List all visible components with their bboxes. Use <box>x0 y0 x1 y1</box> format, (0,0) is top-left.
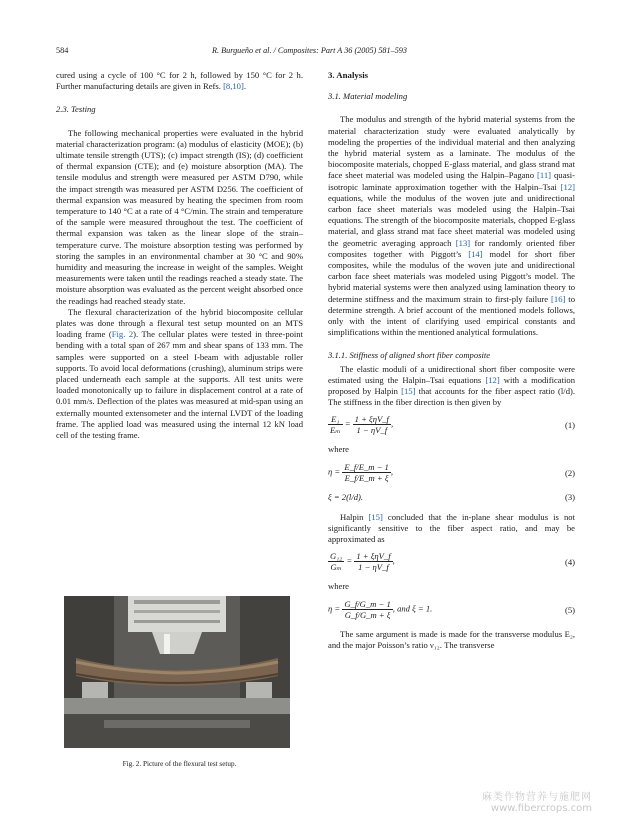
ref-12-link-2[interactable]: [12] <box>485 374 500 385</box>
watermark-line-2: www.fibercrops.com <box>490 803 592 814</box>
watermark-line-1: 麻类作物营养与施肥网 <box>482 792 592 803</box>
paragraph-testing: The following mechanical properties were evaluated in the hybrid material characterization program: (a) modulus of elasticity (MOE); (b) ultimate tensile strength (UTS); (c) impact strength (IS); (d) coefficient of thermal expansion (CTE); and (e) moisture absorption (MA). The tensile modulus and strength were measured per ASTM D790, while the impact strength was measured per ASTM D256. The coefficient of thermal expansion was measured by heating the specimen from room temperature to 140 °C at a rate of 4 °C/min. The strain and temperature of the sample were measured throughout the test. The coefficient of thermal expansion was taken as the linear slope of the strain–temperature curve. The moisture absorption testing was performed by storing the samples in an environmental chamber at 30 °C and 90% humidity and measuring the increase in weight of the samples. Weight measurements were taken until the readings reached a steady state. The moisture absorption was evaluated as the percent weight absorbed once the readings had reached steady state. <box>56 127 303 306</box>
equation-5: η = $\frac{G\_f/G\_m - 1}{G\_f/G\_m + \xi}$ , and ξ = 1. (5) <box>328 598 575 620</box>
ref-16-link[interactable]: [16] <box>551 293 566 304</box>
section-2-3-heading: 2.3. Testing <box>56 104 96 115</box>
ref-15-link[interactable]: [15] <box>401 386 416 397</box>
equation-1-number: (1) <box>564 420 575 431</box>
paragraph-flexural: The flexural characterization of the hybrid biocomposite cellular plates was done through a flexural test setup mounted on an MTS loading frame (Fig. 2). The cellular plates were tested in three-point bending with a total span of 267 mm and shear spans of 133 mm. The samples were supported on a steel I-beam with adjustable roller supports. To avoid local deformations (crushing), aluminum strips were placed underneath each sample at the supports. All test units were loaded monotonically up to failure in displacement control at a rate of 0.01 mm/s. Deflection of the plates was measured at mid-span using an externally mounted extensometer and the internal LVDT of the loading frame. The applied load was measured using the internal 12 kN load cell of the testing frame. <box>56 306 303 441</box>
left-column <box>56 70 303 441</box>
right-column <box>328 70 575 651</box>
section-3-heading: 3. Analysis <box>328 70 369 80</box>
flexural-test-photo <box>64 596 290 748</box>
page-number: 584 <box>56 46 69 55</box>
where-label-2: where <box>328 581 349 592</box>
paragraph-transverse: The same argument is made is made for the transverse modulus E₂, and the major Poisson’s ratio ν₁₂. The transverse <box>328 628 575 650</box>
ref-13-link[interactable]: [13] <box>455 237 471 248</box>
where-label-1: where <box>328 444 349 455</box>
paragraph-stiffness: The elastic moduli of a unidirectional short fiber composite were estimated using the Halpin–Tsai equations [12] with a modification proposed by Halpin [15] that accounts for the fiber aspect ratio (l/d). The stiffness in the fiber direction is then given by <box>328 363 575 408</box>
equation-3-number: (3) <box>564 491 575 502</box>
equation-2-number: (2) <box>564 467 575 478</box>
figure-2-caption: Fig. 2. Picture of the flexural test setup. <box>122 760 237 768</box>
ref-11-link[interactable]: [11] <box>537 170 552 181</box>
section-3-1-heading: 3.1. Material modeling <box>328 91 408 102</box>
equation-4-number: (4) <box>564 557 575 568</box>
paragraph-shear-modulus: Halpin [15] concluded that the in-plane shear modulus is not significantly sensitive to the fiber aspect ratio, and may be approximated as <box>328 511 575 545</box>
equation-4: $\frac{\text{G₁₂}}{\text{Gₘ}}$ = $\frac{\text{1 + ξηV\_f}}{1 - \eta V\_f}$ , (4) <box>330 551 575 573</box>
paragraph-material-modeling: The modulus and strength of the hybrid material systems from the material characterization study were evaluated analytically by modeling the properties of the individual material and then analyzing the hybrid material system as a laminate. The modulus of the biocomposite materials, chopped E-glass material, and glass strand mat face sheet material was modeled using the Halpin–Pagano [11] quasi-isotropic laminate approximation together with the Halpin–Tsai [12] equations, while the modulus of the woven jute and unidirectional carbon face sheet materials was modeled using the Halpin–Tsai equations. The strength of the biocomposite materials, chopped E-glass material, and glass strand mat face sheet material was modeled using the geometric averaging approach [13] for randomly oriented fiber composites together with Piggott’s [14] model for short fiber composites, while the modulus of the woven jute and unidirectional carbon face sheet materials was modeled using Piggott’s model. The hybrid material systems were then analyzed using lamination theory to determine stiffness and the maximum strain to first-ply failure [16] to determine strength. A brief account of the mentioned models follows, only with the intent of clarifying used empirical constants and simplifications within the mentioned analytical formulations. <box>328 114 575 338</box>
equation-5-number: (5) <box>564 604 575 615</box>
equation-2: η = $\frac{E\_f/E\_m - 1}{E\_f/E\_m + \xi}$ , (2) <box>328 461 575 483</box>
ref-15-link-2[interactable]: [15] <box>368 511 383 522</box>
ref-14-link[interactable]: [14] <box>468 248 483 259</box>
ref-8-10-link[interactable]: [8,10] <box>223 81 244 92</box>
equation-1: $\frac{\text{E₁}}{\text{Eₘ}}$ = $\frac{\text{1 + ξηV\_f}}{1 - \eta V\_f}$ , (1) <box>330 414 575 436</box>
equation-3: ξ = 2(l/d). (3) <box>328 491 575 502</box>
fig-2-link[interactable]: Fig. 2 <box>111 329 134 340</box>
ref-12-link[interactable]: [12] <box>560 181 575 192</box>
photo-illustration <box>64 596 290 748</box>
running-head: R. Burgueño et al. / Composites: Part A 36 (2005) 581–593 <box>212 46 407 55</box>
watermark <box>482 788 592 814</box>
paragraph-cure: cured using a cycle of 100 °C for 2 h, followed by 150 °C for 2 h. Further manufacturing details are given in Refs. [8,10]. <box>56 70 303 92</box>
section-3-1-1-heading: 3.1.1. Stiffness of aligned short fiber composite <box>328 350 491 361</box>
